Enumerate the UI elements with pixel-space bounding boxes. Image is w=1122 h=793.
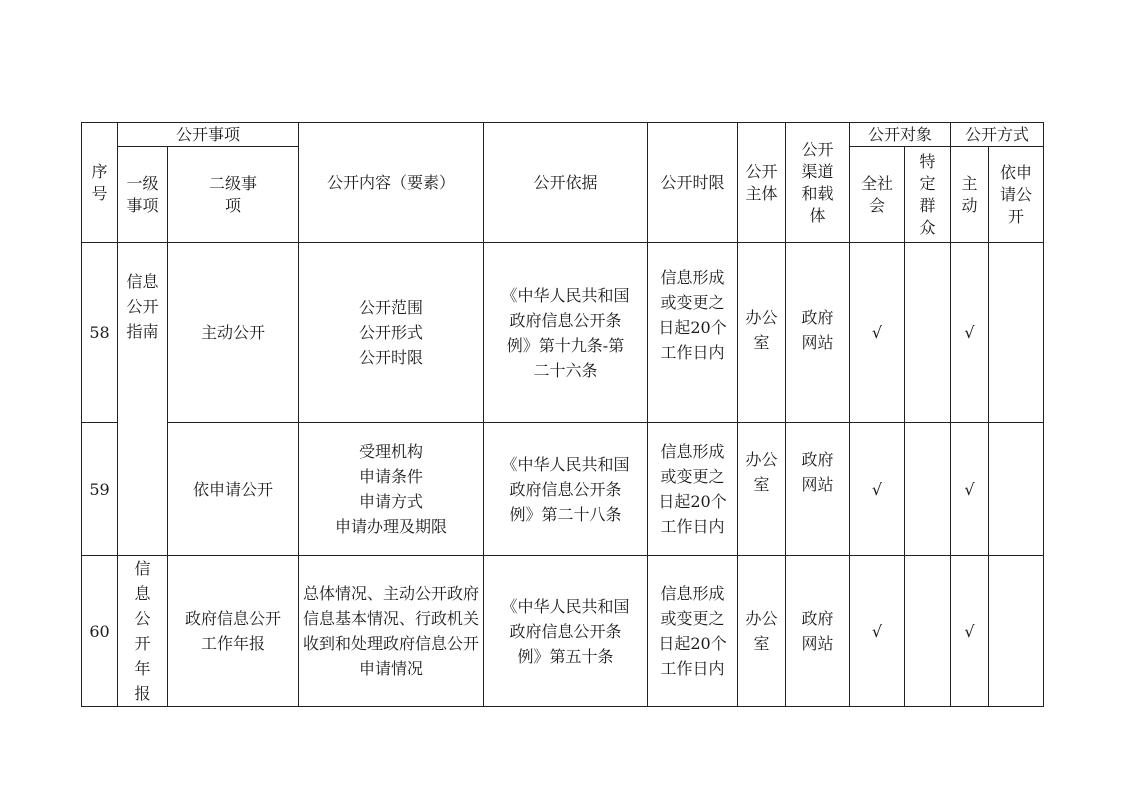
row-method-request: [989, 423, 1044, 556]
header-method-active: 主动: [951, 147, 989, 243]
row-time-limit: 信息形成或变更之日起20个工作日内: [648, 243, 738, 423]
header-time-limit: 公开时限: [648, 123, 738, 243]
row-seq: 60: [82, 556, 118, 707]
row-basis: 《中华人民共和国政府信息公开条例》第二十八条: [484, 423, 648, 556]
row-level2: 主动公开: [168, 243, 299, 423]
header-audience-specific: 特定群众: [905, 147, 951, 243]
header-method: 公开方式: [951, 123, 1044, 147]
header-level2: 二级事项: [168, 147, 299, 243]
row-audience-specific: [905, 556, 951, 707]
row-subject: 办公室: [738, 243, 786, 423]
row-method-active: √: [951, 423, 989, 556]
row-content: [299, 243, 484, 423]
row-seq: 59: [82, 423, 118, 556]
row-basis: 《中华人民共和国政府信息公开条例》第十九条-第二十六条: [484, 243, 648, 423]
content-line: 申请条件: [359, 467, 424, 486]
row-level2: 政府信息公开工作年报: [168, 556, 299, 707]
content-line: 申请方式: [359, 492, 424, 511]
table-row: [82, 243, 1044, 423]
row-method-request: [989, 556, 1044, 707]
row-level1: 信息公开年报: [118, 556, 168, 707]
header-channel: 公开渠道和载体: [786, 123, 850, 243]
header-subject: 公开主体: [738, 123, 786, 243]
row-method-active: √: [951, 556, 989, 707]
row-audience-specific: [905, 243, 951, 423]
content-line: 公开范围: [359, 298, 424, 317]
row-channel: 政府网站: [786, 243, 850, 423]
header-public-item: 公开事项: [118, 123, 299, 147]
content-line: 受理机构: [359, 442, 424, 461]
content-line: 申请办理及期限: [335, 517, 448, 536]
row-audience-all: √: [850, 243, 905, 423]
row-basis: 《中华人民共和国政府信息公开条例》第五十条: [484, 556, 648, 707]
row-method-active: √: [951, 243, 989, 423]
header-basis: 公开依据: [484, 123, 648, 243]
row-time-limit: 信息形成或变更之日起20个工作日内: [648, 423, 738, 556]
row-subject: 办公室: [738, 423, 786, 556]
row-level1: 信息公开指南: [118, 243, 168, 556]
header-level1: 一级事项: [118, 147, 168, 243]
row-audience-all: √: [850, 423, 905, 556]
content-line: 公开时限: [359, 348, 424, 367]
header-method-request: 依申请公开: [989, 147, 1044, 243]
row-channel: 政府网站: [786, 556, 850, 707]
header-content: 公开内容（要素）: [299, 123, 484, 243]
row-audience-all: √: [850, 556, 905, 707]
row-content: 总体情况、主动公开政府信息基本情况、行政机关收到和处理政府信息公开申请情况: [299, 556, 484, 707]
row-level2: 依申请公开: [168, 423, 299, 556]
disclosure-table: [81, 122, 1044, 707]
content-line: 公开形式: [359, 323, 424, 342]
table-row: [82, 556, 1044, 707]
row-time-limit: 信息形成或变更之日起20个工作日内: [648, 556, 738, 707]
row-method-request: [989, 243, 1044, 423]
row-channel: 政府网站: [786, 423, 850, 556]
row-audience-specific: [905, 423, 951, 556]
header-audience: 公开对象: [850, 123, 951, 147]
header-audience-all: 全社会: [850, 147, 905, 243]
row-content: [299, 423, 484, 556]
table-row: [82, 423, 1044, 556]
row-subject: 办公室: [738, 556, 786, 707]
row-seq: 58: [82, 243, 118, 423]
header-seq: 序号: [82, 123, 118, 243]
